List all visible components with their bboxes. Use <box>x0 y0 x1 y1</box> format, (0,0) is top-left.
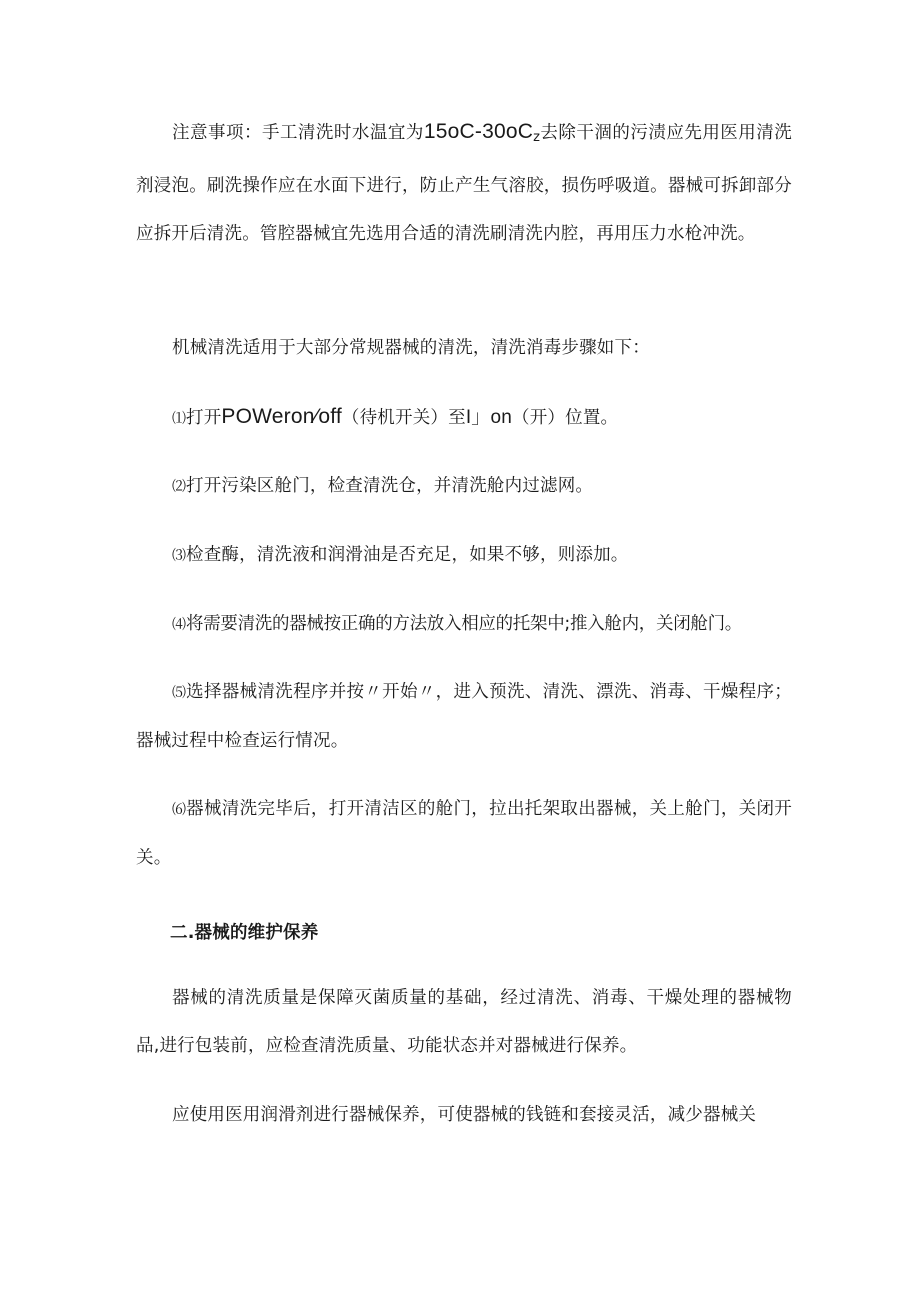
step-4-number: ⑷ <box>172 617 185 633</box>
notes-subscript: z <box>533 130 541 145</box>
notes-rest: 去除干涸的污渍应先用医用清洗剂浸泡。刷洗操作应在水面下进行，防止产生气溶胶，损伤呼吸道。器械可拆卸部分应拆开后清洗。管腔器械宜先选用合适的清洗刷清洗内腔，再用压力水枪冲洗。 <box>136 123 792 244</box>
step-5 <box>136 668 792 765</box>
step-1-post: （开）位置。 <box>512 408 619 428</box>
step-5-number: ⑸ <box>172 685 186 701</box>
notes-temperature: 15oC-30oC <box>423 120 534 143</box>
step-6 <box>136 785 792 882</box>
step-2-number: ⑵ <box>172 479 185 495</box>
step-2 <box>136 462 792 511</box>
step-6-number: ⑹ <box>172 802 186 818</box>
step-5-text: 选择器械清洗程序并按〃开始〃，进入预洗、清洗、漂洗、消毒、干燥程序；器械过程中检查运行情况。 <box>136 682 792 751</box>
step-2-text: 打开污染区舱门，检查清洗仓，并清洗舱内过滤网。 <box>186 476 594 496</box>
step-1-mid: （待机开关）至 <box>341 408 466 428</box>
notes-prefix: 注意事项：手工清洗时水温宜为 <box>172 123 424 143</box>
step-6-text: 器械清洗完毕后，打开清洁区的舱门，拉出托架取出器械，关上舱门，关闭开关。 <box>136 799 792 868</box>
paragraph-intro: 机械清洗适用于大部分常规器械的清洗，清洗消毒步骤如下： <box>172 338 650 358</box>
step-3-number: ⑶ <box>172 548 185 564</box>
step-1-pre: 打开 <box>186 408 222 428</box>
section-heading-maintenance: 二.器械的维护保养 <box>170 923 319 943</box>
step-1-number: ⑴ <box>172 411 185 427</box>
step-1 <box>136 393 792 443</box>
paragraph-maintenance-1: 器械的清洗质量是保障灭菌质量的基础，经过清洗、消毒、干燥处理的器械物品,进行包装前，应检查清洗质量、功能状态并对器械进行保养。 <box>136 988 792 1056</box>
step-1-power-label: POWeron⁄off <box>221 405 342 428</box>
paragraph-notes <box>136 108 792 258</box>
paragraph-maintenance-2: 应使用医用润滑剂进行器械保养，可使器械的钱链和套接灵活，减少器械关 <box>172 1105 757 1125</box>
step-4-text: 将需要清洗的器械按正确的方法放入相应的托架中;推入舱内，关闭舱门。 <box>186 614 742 634</box>
step-3 <box>136 531 792 580</box>
step-4 <box>136 600 792 649</box>
step-3-text: 检查酶，清洗液和润滑油是否充足，如果不够，则添加。 <box>186 545 629 565</box>
step-1-on-label: I」on <box>465 407 513 428</box>
